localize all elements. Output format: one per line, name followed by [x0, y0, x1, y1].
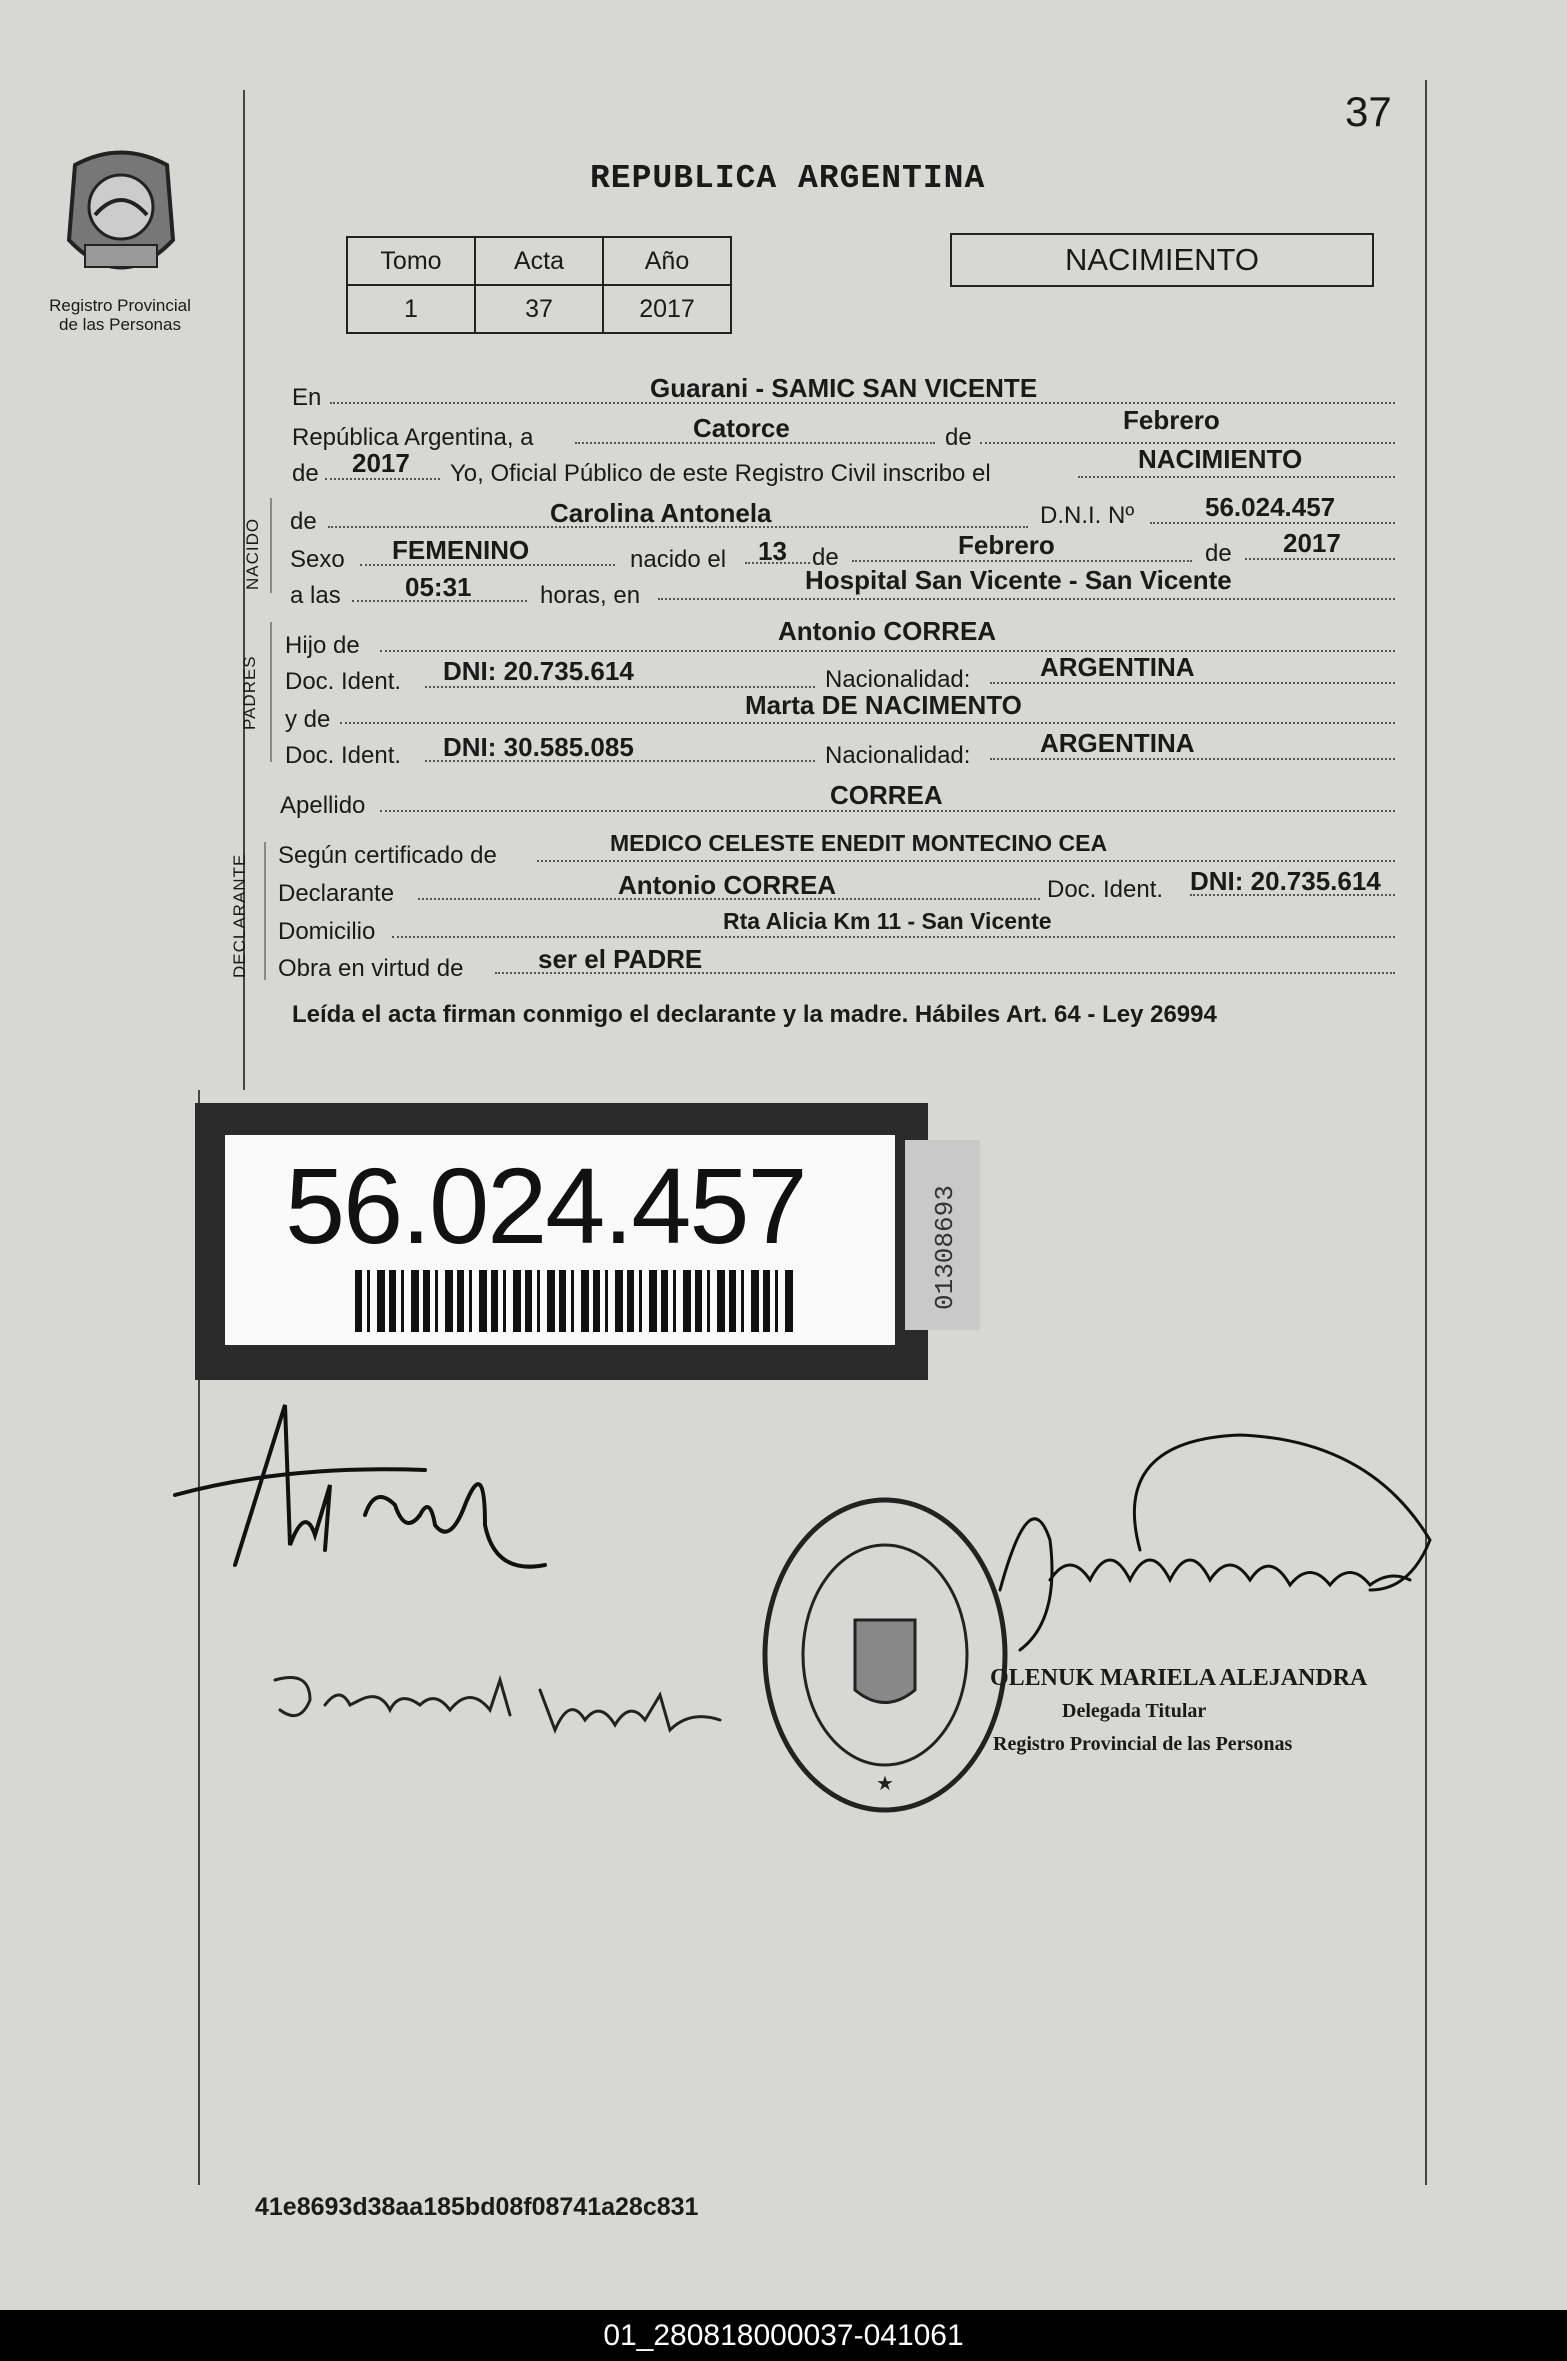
padre-doc: DNI: 20.735.614	[443, 656, 634, 686]
sticker-label	[225, 1135, 895, 1345]
domicilio-value: Rta Alicia Km 11 - San Vicente	[723, 908, 1052, 934]
yde-label: y de	[285, 706, 331, 733]
alas-label: a las	[290, 582, 341, 609]
nacionalidad-label: Nacionalidad:	[825, 666, 971, 693]
doc-label: Doc. Ident.	[285, 668, 402, 695]
file-footer: 01_280818000037-041061	[0, 2310, 1567, 2361]
certificado-value: MEDICO CELESTE ENEDIT MONTECINO CEA	[610, 830, 1108, 856]
registry-seal-stamp	[755, 1490, 1015, 1820]
official-title: Delegada Titular	[1062, 1700, 1207, 1722]
sticker-side-tab	[905, 1140, 980, 1330]
sticker-number: 56.024.457	[285, 1145, 806, 1266]
madre-nacionalidad: ARGENTINA	[1040, 728, 1195, 758]
de5-label: de	[1205, 540, 1232, 567]
horas-label: horas, en	[540, 582, 641, 609]
table-header: Tomo	[347, 237, 475, 285]
madre-doc: DNI: 30.585.085	[443, 732, 634, 762]
domicilio-label: Domicilio	[278, 918, 376, 945]
dotted-line	[658, 598, 1395, 600]
en-value: Guarani - SAMIC SAN VICENTE	[650, 373, 1038, 403]
table-header: Año	[603, 237, 731, 285]
page-number: 37	[1345, 88, 1392, 135]
document-hash: 41e8693d38aa185bd08f08741a28c831	[255, 2193, 699, 2221]
sticker-side-code: 01308693	[930, 1185, 960, 1310]
emblem-caption: Registro Provincial de las Personas	[49, 296, 191, 334]
nacido-label: nacido el	[630, 546, 727, 573]
mes-value: Febrero	[1123, 405, 1220, 435]
en-label: En	[292, 384, 322, 411]
apellido-value: CORREA	[830, 780, 943, 810]
section-bar	[270, 498, 272, 593]
document-title: REPUBLICA ARGENTINA	[590, 160, 986, 197]
official-signature	[990, 1420, 1440, 1680]
table-cell: 37	[475, 285, 603, 333]
padre-value: Antonio CORREA	[778, 616, 997, 646]
nacionalidad-label: Nacionalidad:	[825, 742, 971, 769]
record-table	[346, 236, 732, 334]
de2-label: de	[292, 460, 319, 487]
sexo-label: Sexo	[290, 546, 345, 573]
dotted-line	[537, 860, 1395, 862]
section-bar	[270, 622, 272, 762]
id-sticker	[195, 1103, 928, 1380]
decl-doc-label: Doc. Ident.	[1047, 876, 1164, 903]
provincia-de-misiones-seal-icon	[55, 145, 187, 285]
nacido-mes: Febrero	[958, 530, 1055, 560]
inscribo-value: NACIMIENTO	[1138, 444, 1303, 474]
dni-value: 56.024.457	[1205, 492, 1336, 522]
nombre-value: Carolina Antonela	[550, 498, 772, 528]
official-name: OLENUK MARIELA ALEJANDRA	[990, 1665, 1368, 1691]
lugar-value: Hospital San Vicente - San Vicente	[805, 565, 1232, 595]
section-label-declarante: DECLARANTE	[230, 853, 249, 978]
dni-label: D.N.I. Nº	[1040, 502, 1135, 529]
dia-value: Catorce	[693, 413, 790, 443]
closing-text: Leída el acta firman conmigo el declarante y la madre. Hábiles Art. 64 - Ley 26994	[292, 1001, 1217, 1028]
obra-label: Obra en virtud de	[278, 955, 464, 982]
madre-value: Marta DE NACIMENTO	[745, 690, 1022, 720]
barcode-icon	[355, 1270, 795, 1332]
father-signature	[165, 1395, 605, 1625]
segun-label: Según certificado de	[278, 842, 497, 869]
anio-value: 2017	[352, 448, 410, 478]
hijo-label: Hijo de	[285, 632, 360, 659]
declarante-value: Antonio CORREA	[618, 870, 837, 900]
table-header: Acta	[475, 237, 603, 285]
mother-signature	[270, 1660, 730, 1750]
table-cell: 1	[347, 285, 475, 333]
official-org: Registro Provincial de las Personas	[993, 1733, 1293, 1755]
de3-label: de	[290, 508, 317, 535]
section-bar	[264, 842, 266, 980]
declarante-label: Declarante	[278, 880, 395, 907]
section-label-nacido: NACIDO	[243, 517, 262, 590]
apellido-label: Apellido	[280, 792, 366, 819]
table-cell: 2017	[603, 285, 731, 333]
dotted-line	[380, 650, 1395, 652]
decl-doc-value: DNI: 20.735.614	[1190, 866, 1381, 896]
doc-label: Doc. Ident.	[285, 742, 402, 769]
republica-label: República Argentina, a	[292, 424, 534, 451]
de-label: de	[945, 424, 972, 451]
hora-value: 05:31	[405, 572, 472, 602]
svg-text:★: ★	[876, 1773, 894, 1795]
obra-value: ser el PADRE	[538, 944, 703, 974]
dotted-line	[392, 936, 1395, 938]
right-margin-line	[1425, 80, 1427, 2185]
sexo-value: FEMENINO	[392, 535, 530, 565]
padre-nacionalidad: ARGENTINA	[1040, 652, 1195, 682]
nacido-dia: 13	[758, 536, 787, 566]
dotted-line	[1078, 476, 1395, 478]
section-label-padres: PADRES	[240, 655, 259, 730]
record-type-box: NACIMIENTO	[950, 233, 1374, 287]
de4-label: de	[812, 544, 839, 571]
dotted-line	[340, 722, 1395, 724]
nacido-anio: 2017	[1283, 528, 1341, 558]
yo-label: Yo, Oficial Público de este Registro Civil inscribo el	[450, 460, 991, 487]
